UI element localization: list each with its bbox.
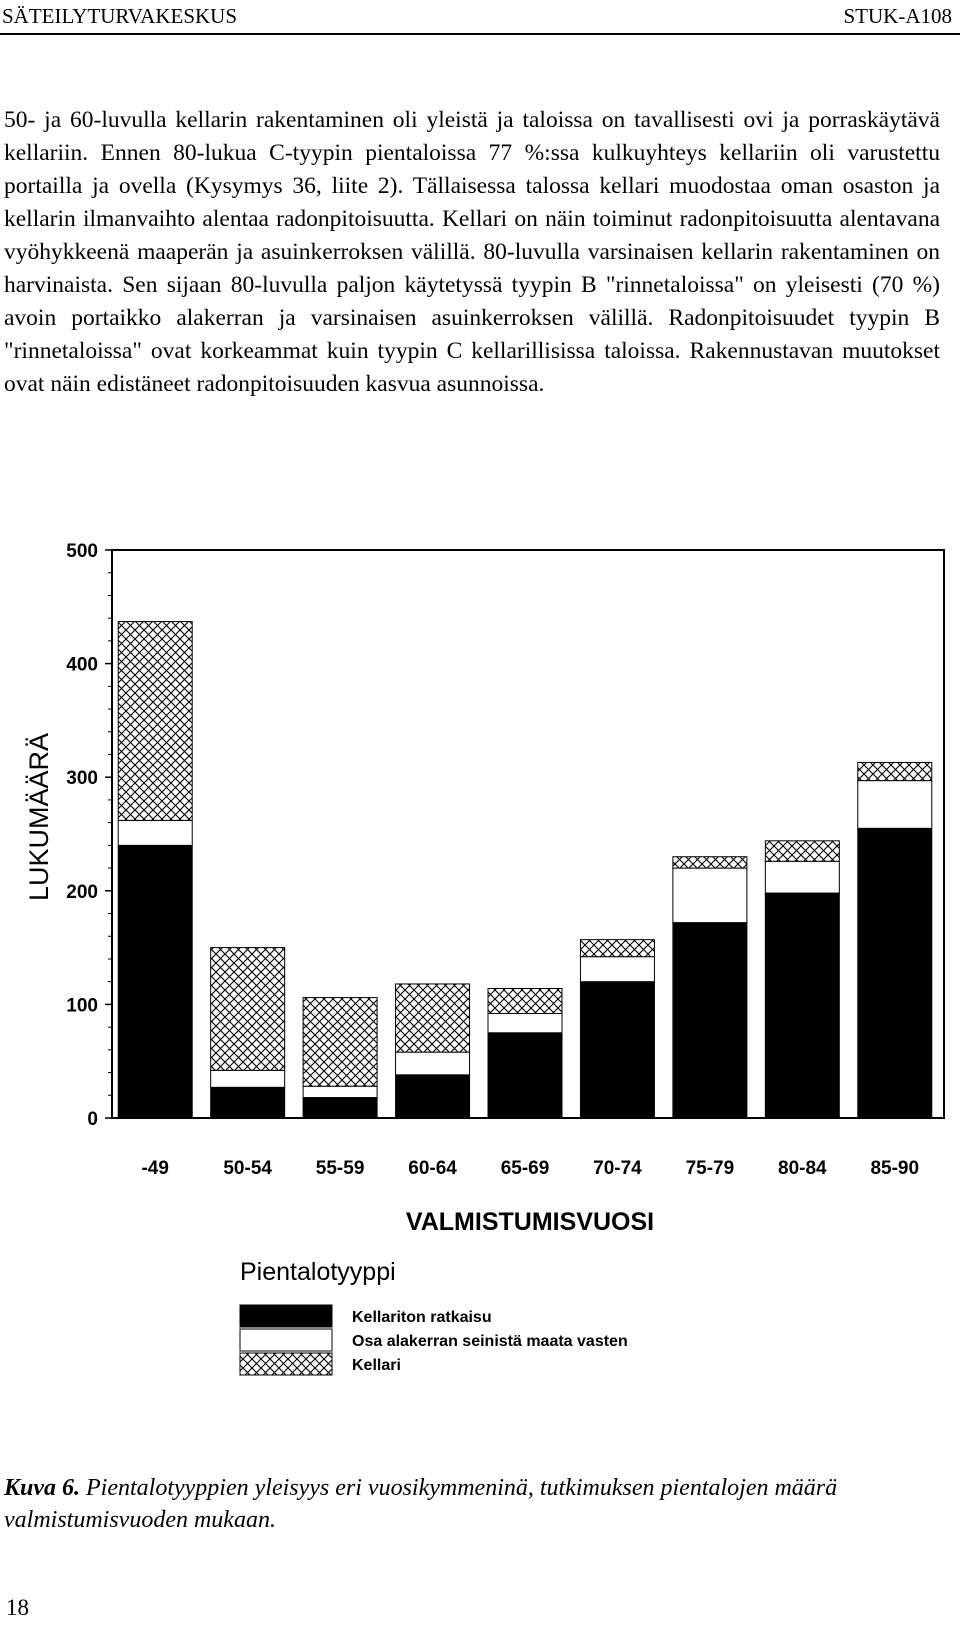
- legend-swatch: [240, 1305, 332, 1327]
- header-rule: [0, 33, 960, 35]
- bar-segment: [580, 940, 654, 957]
- bar-segment: [580, 957, 654, 982]
- x-tick-label: 65-69: [500, 1158, 550, 1179]
- bar-segment: [580, 982, 654, 1118]
- bar-segment: [396, 1052, 470, 1075]
- caption-text: Pientalotyyppien yleisyys eri vuosikymmeninä, tutkimuksen pientalojen määrä valmistumisvuoden mukaan.: [4, 1475, 838, 1533]
- bar-segment: [765, 841, 839, 861]
- stacked-bar-chart: [0, 540, 960, 1460]
- y-tick-label: 300: [66, 768, 98, 790]
- x-tick-label: 60-64: [408, 1158, 457, 1179]
- figure-caption: [4, 1472, 944, 1536]
- bar-segment: [673, 923, 747, 1118]
- x-tick-label: 75-79: [685, 1158, 735, 1179]
- bar-segment: [211, 1087, 285, 1118]
- bar-segment: [211, 1070, 285, 1087]
- y-tick-label: 200: [66, 881, 98, 903]
- bar-segment: [858, 781, 932, 829]
- bar-segment: [765, 861, 839, 893]
- y-axis-label: LUKUMÄÄRÄ: [24, 732, 54, 901]
- bar-segment: [858, 762, 932, 780]
- bar-segment: [118, 622, 192, 821]
- bar-segment: [488, 1013, 562, 1032]
- x-tick-label: 55-59: [315, 1158, 365, 1179]
- legend-title: Pientalotyyppi: [240, 1258, 396, 1286]
- bar-segment: [488, 1033, 562, 1118]
- x-tick-label: 50-54: [223, 1158, 272, 1179]
- bar-segment: [488, 988, 562, 1013]
- bar-segment: [303, 1098, 377, 1118]
- running-header-right: STUK-A108: [843, 4, 952, 28]
- bar-segment: [303, 998, 377, 1087]
- x-tick-label: 70-74: [593, 1158, 642, 1179]
- bar-segment: [118, 820, 192, 845]
- body-paragraph-text: 50- ja 60-luvulla kellarin rakentaminen oli yleistä ja taloissa on tavallisesti ovi ja porraskäytävä kellariin. Ennen 80-lukua C-tyypin pientaloissa 77 %:ssa kulkuyhteys kellariin oli varustettu portailla ja ovella (Kysymys 36, liite 2). Tällaisessa talossa kellari muodostaa oman osaston ja kellarin ilmanvaihto alentaa radonpitoisuutta. Kellari on näin toiminut radonpitoisuutta alentavana vyöhykkeenä maaperän ja asuinkerroksen välillä. 80-luvulla varsinaisen kellarin rakentaminen on harvinaista. Sen sijaan 80-luvulla paljon käytetyssä tyypin B "rinnetaloissa" on yleisesti (70 %) avoin portaikko alakerran ja varsinaisen asuinkerroksen välillä. Radonpitoisuudet tyypin B "rinnetaloissa" ovat korkeammat kuin tyypin C kellarillisissa taloissa. Rakennustavan muutokset ovat näin edistäneet radonpitoisuuden kasvua asunnoissa.: [4, 107, 940, 397]
- y-tick-label: 100: [66, 995, 98, 1017]
- legend-swatch: [240, 1329, 332, 1351]
- bar-segment: [118, 845, 192, 1118]
- bar-segment: [765, 893, 839, 1118]
- bar-segment: [396, 1075, 470, 1118]
- legend-label: Kellari: [352, 1357, 401, 1374]
- y-tick-label: 0: [87, 1109, 98, 1130]
- bar-segment: [858, 828, 932, 1118]
- caption-label: Kuva 6.: [4, 1475, 81, 1501]
- legend-label: Osa alakerran seinistä maata vasten: [352, 1333, 628, 1350]
- legend-label: Kellariton ratkaisu: [352, 1309, 492, 1326]
- running-header-left: SÄTEILYTURVAKESKUS: [2, 4, 238, 28]
- y-tick-label: 400: [66, 654, 98, 676]
- x-tick-label: 85-90: [870, 1158, 920, 1179]
- bar-segment: [673, 868, 747, 923]
- body-paragraph: [4, 104, 940, 401]
- bar-segment: [211, 948, 285, 1071]
- x-tick-label: -49: [141, 1158, 169, 1179]
- x-tick-label: 80-84: [778, 1158, 827, 1179]
- bar-segment: [673, 857, 747, 868]
- x-axis-label: VALMISTUMISVUOSI: [405, 1208, 655, 1236]
- bar-segment: [303, 1086, 377, 1097]
- y-tick-label: 500: [66, 541, 98, 562]
- legend-swatch: [240, 1353, 332, 1375]
- bar-segment: [396, 984, 470, 1052]
- page-number: 18: [6, 1595, 29, 1620]
